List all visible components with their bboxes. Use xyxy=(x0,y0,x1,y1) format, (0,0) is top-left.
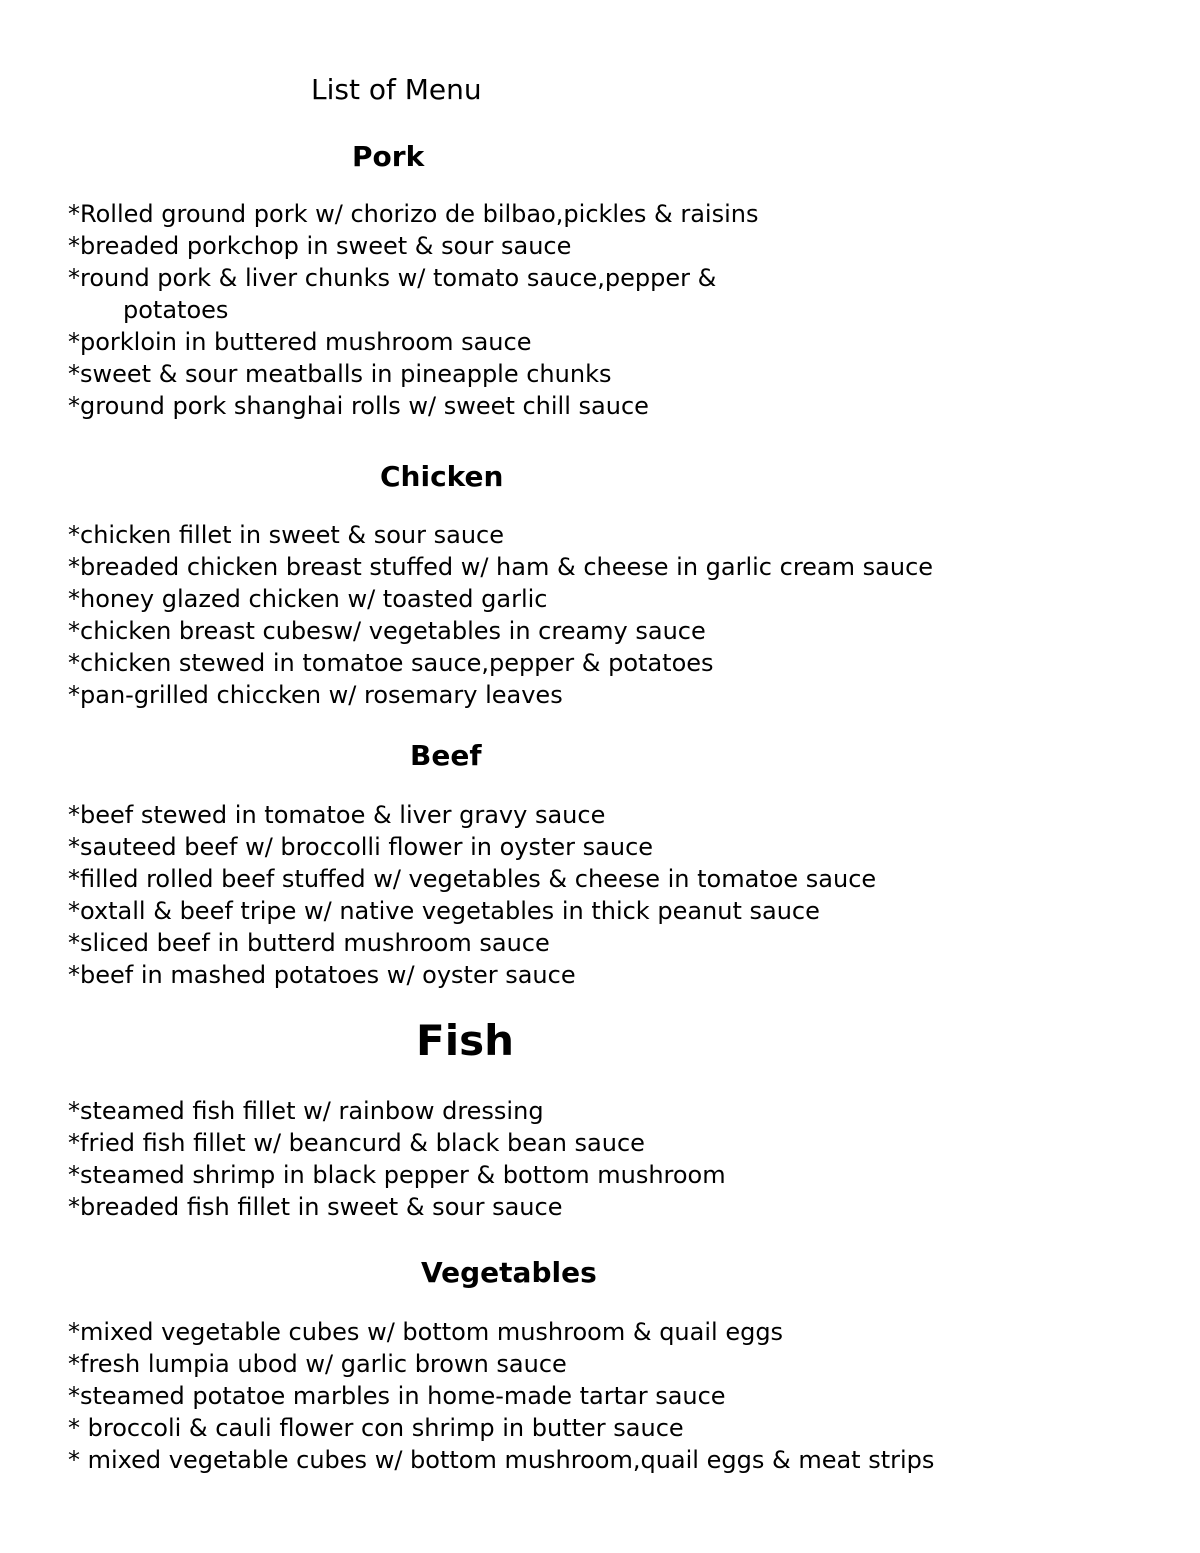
menu-list-pork xyxy=(68,198,758,422)
menu-item: *breaded chicken breast stuffed w/ ham & cheese in garlic cream sauce xyxy=(68,553,934,581)
menu-item-text: *round pork & liver chunks w/ tomato sauce,pepper & xyxy=(68,264,717,292)
menu-item: *chicken stewed in tomatoe sauce,pepper & potatoes xyxy=(68,649,714,677)
menu-item: *breaded fish fillet in sweet & sour sauce xyxy=(68,1193,563,1221)
menu-item: *steamed potatoe marbles in home-made tartar sauce xyxy=(68,1382,726,1410)
menu-item: *sliced beef in butterd mushroom sauce xyxy=(68,929,550,957)
page-title: List of Menu xyxy=(311,73,482,106)
menu-item: *beef stewed in tomatoe & liver gravy sauce xyxy=(68,801,606,829)
menu-item: *steamed shrimp in black pepper & bottom mushroom xyxy=(68,1161,726,1189)
menu-item: *beef in mashed potatoes w/ oyster sauce xyxy=(68,961,576,989)
menu-item: * mixed vegetable cubes w/ bottom mushroom,quail eggs & meat strips xyxy=(68,1446,935,1474)
menu-item: *oxtall & beef tripe w/ native vegetables in thick peanut sauce xyxy=(68,897,820,925)
menu-item: *honey glazed chicken w/ toasted garlic xyxy=(68,585,548,613)
menu-item: *sweet & sour meatballs in pineapple chunks xyxy=(68,360,612,388)
section-heading-chicken: Chicken xyxy=(380,460,504,493)
menu-item: *chicken fillet in sweet & sour sauce xyxy=(68,521,505,549)
menu-list-beef xyxy=(68,799,876,991)
menu-item xyxy=(68,262,758,326)
menu-item: *filled rolled beef stuffed w/ vegetables & cheese in tomatoe sauce xyxy=(68,865,877,893)
menu-list-vegetables xyxy=(68,1316,934,1476)
section-heading-vegetables: Vegetables xyxy=(421,1256,597,1289)
menu-list-chicken xyxy=(68,519,933,711)
menu-item: *porkloin in buttered mushroom sauce xyxy=(68,328,532,356)
menu-item: *sauteed beef w/ broccolli flower in oyster sauce xyxy=(68,833,654,861)
menu-item: * broccoli & cauli flower con shrimp in butter sauce xyxy=(68,1414,684,1442)
section-heading-pork: Pork xyxy=(352,140,425,173)
menu-item-continuation: potatoes xyxy=(123,296,229,324)
menu-item: *chicken breast cubesw/ vegetables in creamy sauce xyxy=(68,617,706,645)
menu-item: *pan-grilled chiccken w/ rosemary leaves xyxy=(68,681,563,709)
menu-list-fish xyxy=(68,1095,726,1223)
menu-item: *Rolled ground pork w/ chorizo de bilbao,pickles & raisins xyxy=(68,200,759,228)
section-heading-beef: Beef xyxy=(410,739,482,772)
menu-item: *steamed fish fillet w/ rainbow dressing xyxy=(68,1097,544,1125)
menu-item: *fried fish fillet w/ beancurd & black bean sauce xyxy=(68,1129,645,1157)
menu-item: *mixed vegetable cubes w/ bottom mushroom & quail eggs xyxy=(68,1318,784,1346)
section-heading-fish: Fish xyxy=(416,1016,514,1065)
menu-item: *ground pork shanghai rolls w/ sweet chill sauce xyxy=(68,392,649,420)
menu-item: *breaded porkchop in sweet & sour sauce xyxy=(68,232,572,260)
menu-item: *fresh lumpia ubod w/ garlic brown sauce xyxy=(68,1350,567,1378)
